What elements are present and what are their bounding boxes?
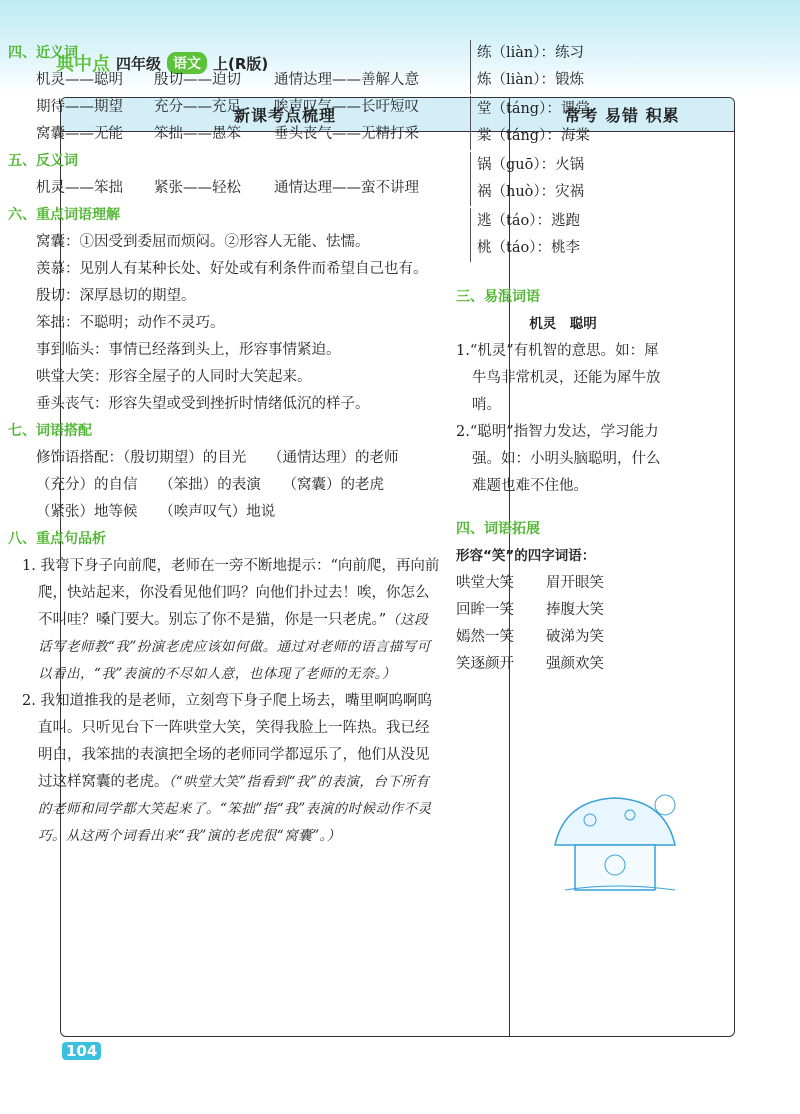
synonym-pair: 期待——期望 <box>36 99 123 115</box>
idiom: 嫣然一笑 <box>456 629 514 645</box>
confusing-word-item: 2.“聪明”指智力发达，学习能力强。如：小明头脑聪明，什么难题也难不住他。 <box>456 424 661 494</box>
left-column <box>8 40 442 850</box>
idiom: 破涕为笑 <box>546 629 604 645</box>
word-definition: 殷切：深厚恳切的期望。 <box>36 288 196 304</box>
confusing-word-item: 1.“机灵”有机智的意思。如：犀牛鸟非常机灵，还能为犀牛放哨。 <box>456 343 661 413</box>
left-column-title: 新课考点梳理 <box>61 98 509 132</box>
sentence-analysis-item <box>22 553 442 688</box>
homophone-group <box>470 96 670 150</box>
sentence-note: （“哄堂大笑”指看到“我”的表演，台下所有的老师和同学都大笑起来了。“笨拙”指“我”表演的时候动作不灵巧。从这两个词看出来“我”演的老虎很“窝囊”。） <box>38 774 432 844</box>
homophone-entry: 锅（guō）：火锅 <box>477 157 585 173</box>
homophone-entry: 棠（táng）：海棠 <box>477 128 590 144</box>
brand-logo: 典中点 <box>56 54 110 75</box>
homophone-group <box>470 208 670 262</box>
word-definition: 窝囊：①因受到委屈而烦闷。②形容人无能、怯懦。 <box>36 234 370 250</box>
idiom: 眉开眼笑 <box>546 575 604 591</box>
synonym-pair: 机灵——聪明 <box>36 72 123 88</box>
right-column-title: 常考 易错 积累 <box>509 98 734 132</box>
synonym-row <box>8 121 442 148</box>
synonym-row <box>8 94 442 121</box>
edition-label: 上(R版) <box>213 54 269 73</box>
sentence-text: 2. 我知道推我的是老师，立刻弯下身子爬上场去，嘴里啊呜啊呜直叫。只听见台下一阵哄堂大笑，笑得我脸上一阵热。我已经明白，我笨拙的表演把全场的老师同学都逗乐了，他们从没见过这样窝囊的老虎。 <box>22 693 432 790</box>
antonym-pair: 紧张——轻松 <box>154 180 241 196</box>
mushroom-house-illustration <box>545 790 685 900</box>
homophone-entry: 桃（táo）：桃李 <box>477 240 580 256</box>
section-confusing-words-title: 三、易混词语 <box>456 289 540 305</box>
sentence-text: 1. 我弯下身子向前爬，老师在一旁不断地提示：“向前爬，再向前爬，快站起来，你没看见他们吗？向他们扑过去！唉，你怎么不叫哇？嗓门要大。别忘了你不是猫，你是一只老虎。” <box>22 558 440 628</box>
page-number: 104 <box>62 1042 101 1060</box>
homophone-entry: 祸（huò）：灾祸 <box>477 184 585 200</box>
idiom: 强颜欢笑 <box>546 656 604 672</box>
section-antonyms-title: 五、反义词 <box>8 153 78 169</box>
homophone-group <box>470 152 670 206</box>
idiom: 回眸一笑 <box>456 602 514 618</box>
homophone-entry: 堂（táng）：课堂 <box>477 101 590 117</box>
synonym-pair: 垂头丧气——无精打采 <box>274 126 419 142</box>
idiom: 哄堂大笑 <box>456 575 514 591</box>
confusing-words-subtitle: 机灵 聪明 <box>529 316 597 332</box>
subject-badge: 语文 <box>167 52 207 74</box>
grade-label: 四年级 <box>116 54 162 73</box>
word-definition: 笨拙：不聪明；动作不灵巧。 <box>36 315 225 331</box>
homophone-entry: 炼（liàn）：锻炼 <box>477 72 585 88</box>
synonym-pair: 窝囊——无能 <box>36 126 123 142</box>
synonym-pair: 唉声叹气——长吁短叹 <box>274 99 419 115</box>
idiom-grid <box>456 570 670 678</box>
sentence-analysis-item <box>22 688 442 850</box>
section-collocation-title: 七、词语搭配 <box>8 423 92 439</box>
collocation-line: （紧张）地等候 （唉声叹气）地说 <box>36 504 276 520</box>
section-word-meaning-title: 六、重点词语理解 <box>8 207 120 223</box>
sentence-note: （这段话写老师教“我”扮演老虎应该如何做。通过对老师的语言描写可以看出，“我”表演的不尽如人意，也体现了老师的无奈。） <box>38 612 431 682</box>
homophone-group <box>470 40 670 94</box>
antonym-pair: 机灵——笨拙 <box>36 180 123 196</box>
collocation-line: （充分）的自信 （笨拙）的表演 （窝囊）的老虎 <box>36 477 384 493</box>
idiom: 捧腹大笑 <box>546 602 604 618</box>
homophone-entry: 练（liàn）：练习 <box>477 45 585 61</box>
collocation-line: 修饰语搭配：（殷切期望）的目光 （通情达理）的老师 <box>36 450 399 466</box>
antonym-row <box>8 175 442 202</box>
word-definition: 事到临头：事情已经落到头上，形容事情紧迫。 <box>36 342 341 358</box>
synonym-row <box>8 67 442 94</box>
word-definition: 哄堂大笑：形容全屋子的人同时大笑起来。 <box>36 369 312 385</box>
word-definition: 羡慕：见别人有某种长处、好处或有利条件而希望自己也有。 <box>36 261 428 277</box>
synonym-pair: 充分——充足 <box>154 99 241 115</box>
word-expansion-subtitle: 形容“笑”的四字词语： <box>456 548 596 564</box>
right-column <box>456 40 670 678</box>
section-sentence-analysis-title: 八、重点句品析 <box>8 531 106 547</box>
word-definition: 垂头丧气：形容失望或受到挫折时情绪低沉的样子。 <box>36 396 370 412</box>
section-word-expansion-title: 四、词语拓展 <box>456 521 540 537</box>
synonym-pair: 笨拙——愚笨 <box>154 126 241 142</box>
synonym-pair: 殷切——迫切 <box>154 72 241 88</box>
antonym-pair: 通情达理——蛮不讲理 <box>274 180 419 196</box>
section-synonyms-title: 四、近义词 <box>8 45 78 61</box>
synonym-pair: 通情达理——善解人意 <box>274 72 419 88</box>
idiom: 笑逐颜开 <box>456 656 514 672</box>
homophone-entry: 逃（táo）：逃跑 <box>477 213 580 229</box>
